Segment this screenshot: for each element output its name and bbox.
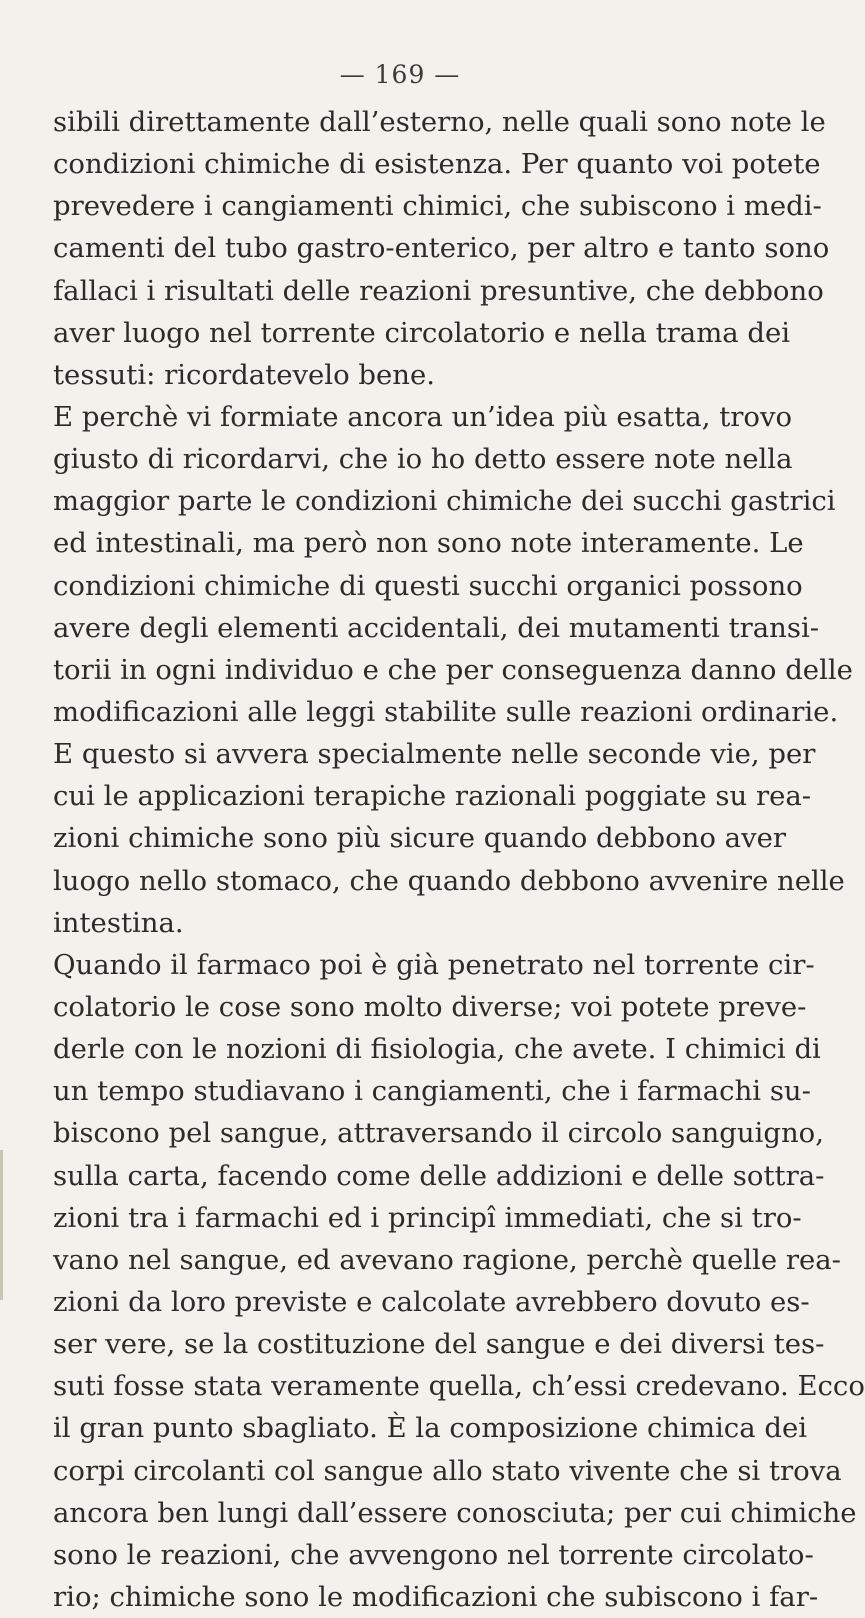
text-line: biscono pel sangue, attraversando il circolo sanguigno, xyxy=(53,1117,824,1150)
text-line: maggior parte le condizioni chimiche dei succhi gastrici xyxy=(53,485,836,518)
text-line: luogo nello stomaco, che quando debbono avvenire nelle xyxy=(53,864,845,897)
text-line: vano nel sangue, ed avevano ragione, perchè quelle rea- xyxy=(53,1243,841,1276)
page-number-header: — 169 — xyxy=(339,60,461,89)
text-line: sono le reazioni, che avvengono nel torrente circolato- xyxy=(53,1538,814,1571)
text-line: tessuti: ricordatevelo bene. xyxy=(53,358,435,391)
text-line: fallaci i risultati delle reazioni presuntive, che debbono xyxy=(53,274,824,307)
text-line: zioni da loro previste e calcolate avrebbero dovuto es- xyxy=(53,1285,810,1318)
text-line: Quando il farmaco poi è già penetrato nel torrente cir- xyxy=(53,948,815,981)
text-line: un tempo studiavano i cangiamenti, che i farmachi su- xyxy=(53,1075,811,1108)
text-line: rio; chimiche sono le modificazioni che subiscono i far- xyxy=(53,1580,819,1613)
text-line: derle con le nozioni di fisiologia, che avete. I chimici di xyxy=(53,1033,821,1066)
text-line: aver luogo nel torrente circolatorio e nella trama dei xyxy=(53,316,791,349)
text-line: ser vere, se la costituzione del sangue e dei diversi tes- xyxy=(53,1328,825,1361)
text-line: condizioni chimiche di esistenza. Per quanto voi potete xyxy=(53,148,821,181)
text-line: ed intestinali, ma però non sono note interamente. Le xyxy=(53,527,804,560)
text-line: colatorio le cose sono molto diverse; voi potete preve- xyxy=(53,990,807,1023)
text-line: suti fosse stata veramente quella, ch’essi credevano. Ecco xyxy=(53,1370,865,1403)
text-line: E questo si avvera specialmente nelle seconde vie, per xyxy=(53,738,816,771)
text-line: condizioni chimiche di questi succhi organici possono xyxy=(53,569,803,602)
text-line: giusto di ricordarvi, che io ho detto essere note nella xyxy=(53,443,793,476)
text-line: il gran punto sbagliato. È la composizione chimica dei xyxy=(53,1412,808,1445)
text-line: prevedere i cangiamenti chimici, che subiscono i medi- xyxy=(53,190,822,223)
text-line: zioni tra i farmachi ed i principî immediati, che si tro- xyxy=(53,1201,802,1234)
text-line: ancora ben lungi dall’essere conosciuta; per cui chimiche xyxy=(53,1496,857,1529)
text-line: sulla carta, facendo come delle addizioni e delle sottra- xyxy=(53,1159,825,1192)
text-line: corpi circolanti col sangue allo stato vivente che si trova xyxy=(53,1454,842,1487)
text-line: torii in ogni individuo e che per conseguenza danno delle xyxy=(53,653,853,686)
text-line: camenti del tubo gastro-enterico, per altro e tanto sono xyxy=(53,232,830,265)
text-line: zioni chimiche sono più sicure quando debbono aver xyxy=(53,822,787,855)
page-edge-shadow xyxy=(0,1150,3,1300)
text-line: intestina. xyxy=(53,906,184,939)
text-line: avere degli elementi accidentali, dei mutamenti transi- xyxy=(53,611,820,644)
body-text xyxy=(53,101,865,1618)
text-line: E perchè vi formiate ancora un’idea più esatta, trovo xyxy=(53,400,793,433)
text-line: cui le applicazioni terapiche razionali poggiate su rea- xyxy=(53,780,812,813)
text-line: modificazioni alle leggi stabilite sulle reazioni ordinarie. xyxy=(53,695,839,728)
text-line: sibili direttamente dall’esterno, nelle quali sono note le xyxy=(53,106,826,138)
